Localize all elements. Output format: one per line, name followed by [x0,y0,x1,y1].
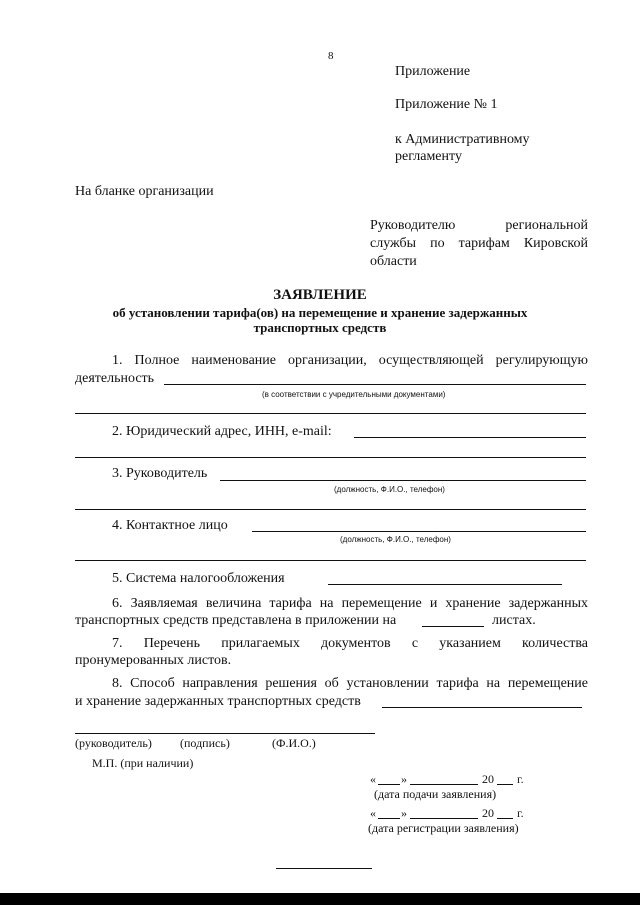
document-title: ЗАЯВЛЕНИЕ [273,287,367,303]
date-2-year-field[interactable] [497,818,513,819]
addressee-line-2: службы по тарифам Кировской [370,236,588,251]
item-6-sheets-field[interactable] [422,626,484,627]
date-2-year-prefix: 20 [482,806,494,820]
date-2-month-field[interactable] [410,818,478,819]
item-8-text-cont: и хранение задержанных транспортных средств [75,694,361,709]
item-3-field-2[interactable] [75,509,586,510]
scan-edge-bar [0,893,640,905]
item-5-text: 5. Система налогообложения [112,571,285,586]
item-2-field[interactable] [354,437,586,438]
item-4-caption: (должность, Ф.И.О., телефон) [340,535,451,544]
addressee-line-3: области [370,254,417,269]
item-7-text: 7. Перечень прилагаемых документов с указанием количества [112,636,588,651]
date-1-month-field[interactable] [410,784,478,785]
item-4-text: 4. Контактное лицо [112,518,228,533]
document-subtitle-1: об установлении тарифа(ов) на перемещение и хранение задержанных [112,305,528,320]
item-1-text: 1. Полное наименование организации, осуществляющей регулирующую [112,353,588,368]
header-appendix-number: Приложение № 1 [395,97,498,112]
item-4-field-2[interactable] [75,560,586,561]
date-2-year-suffix: г. [517,806,524,820]
item-6-text-cont: транспортных средств представлена в приложении на [75,613,397,628]
bottom-separator [276,868,372,869]
signature-head-caption: (руководитель) [75,736,152,750]
item-8-text: 8. Способ направления решения об установлении тарифа на перемещение [112,676,588,691]
addressee-line-1: Руководителю региональной [370,218,588,233]
header-regulation: регламенту [395,149,462,164]
header-to-regulation: к Административному [395,132,530,147]
item-1-caption: (в соответствии с учредительными документами) [262,390,446,399]
item-1-text-cont: деятельность [75,371,155,386]
date-1-year-field[interactable] [497,784,513,785]
signature-fio-caption: (Ф.И.О.) [272,736,316,750]
stamp-note: М.П. (при наличии) [92,756,194,770]
date-2-quote-close: » [401,806,407,820]
document-subtitle-2: транспортных средств [253,320,387,335]
signature-sign-caption: (подпись) [180,736,230,750]
date-1-year-suffix: г. [517,772,524,786]
item-3-text: 3. Руководитель [112,466,208,481]
page-number: 8 [328,50,334,62]
item-1-field[interactable] [164,384,586,385]
date-1-quote-open: « [370,772,376,786]
date-2-quote-open: « [370,806,376,820]
date-1-day-field[interactable] [378,784,400,785]
date-1-quote-close: » [401,772,407,786]
letterhead-note: На бланке организации [75,184,214,199]
item-2-text: 2. Юридический адрес, ИНН, e-mail: [112,424,332,439]
date-2-day-field[interactable] [378,818,400,819]
item-4-field[interactable] [252,531,586,532]
date-2-caption: (дата регистрации заявления) [368,821,519,835]
item-2-field-2[interactable] [75,457,586,458]
item-6-sheets-word: листах. [492,613,536,628]
item-3-caption: (должность, Ф.И.О., телефон) [334,485,445,494]
item-7-text-cont: пронумерованных листов. [75,653,232,668]
item-5-field[interactable] [328,584,562,585]
date-1-year-prefix: 20 [482,772,494,786]
signature-line[interactable] [75,733,375,734]
date-1-caption: (дата подачи заявления) [374,787,497,801]
item-8-field[interactable] [382,707,582,708]
header-appendix: Приложение [395,64,471,79]
item-1-field-2[interactable] [75,413,586,414]
item-6-text: 6. Заявляемая величина тарифа на перемещение и хранение задержанных [112,596,588,611]
item-3-field[interactable] [220,480,586,481]
